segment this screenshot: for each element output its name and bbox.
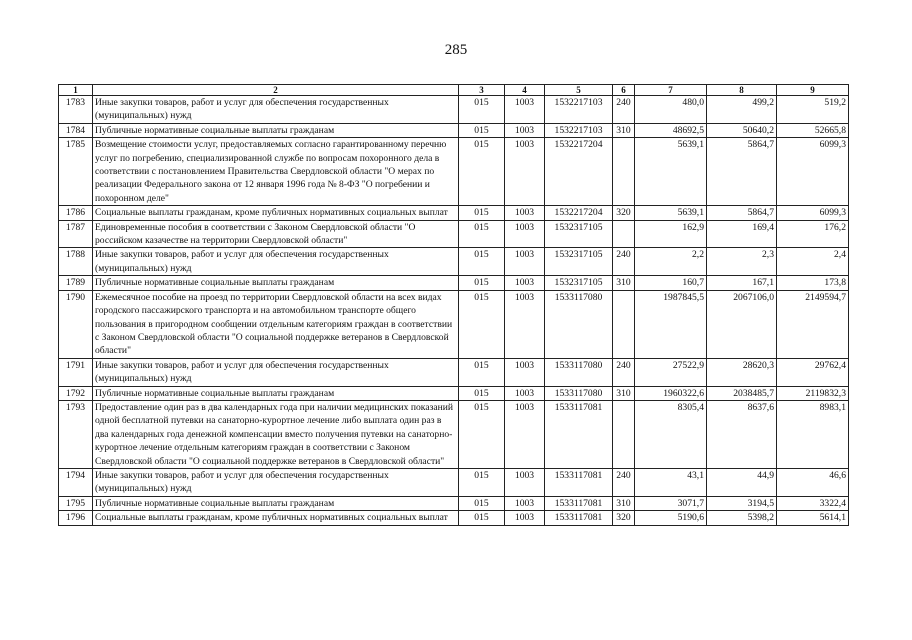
ministry-code-cell: 015 [459,511,505,525]
table-row [59,511,849,525]
description-cell: Публичные нормативные социальные выплаты гражданам [93,276,459,290]
expense-type-cell [613,290,635,358]
amount-cell: 169,4 [707,220,777,248]
description-cell: Социальные выплаты гражданам, кроме публичных нормативных социальных выплат [93,206,459,220]
table-row [59,248,849,276]
amount-cell: 8305,4 [635,400,707,468]
table-row [59,206,849,220]
description-cell: Публичные нормативные социальные выплаты гражданам [93,386,459,400]
description-cell: Иные закупки товаров, работ и услуг для обеспечения государственных (муниципальных) нужд [93,468,459,496]
section-code-cell: 1003 [505,276,545,290]
target-article-cell: 1533117080 [545,358,613,386]
target-article-cell: 1532317105 [545,248,613,276]
amount-cell: 499,2 [707,96,777,124]
amount-cell: 2067106,0 [707,290,777,358]
row-number-cell: 1794 [59,468,93,496]
amount-cell: 5864,7 [707,206,777,220]
table-row [59,290,849,358]
ministry-code-cell: 015 [459,496,505,510]
description-cell: Предоставление один раз в два календарных года при наличии медицинских показаний одной бесплатной путевки на санаторно-курортное лечение либо выплата один раз в два календарных года денежной компенсации вместо получения путевки на санаторно-курортное лечение отдельным категориям граждан в соответствии с Законом Свердловской области "О социальной поддержке ветеранов в Свердловской области" [93,400,459,468]
amount-cell: 176,2 [777,220,849,248]
ministry-code-cell: 015 [459,358,505,386]
ministry-code-cell: 015 [459,276,505,290]
amount-cell: 2119832,3 [777,386,849,400]
description-cell: Возмещение стоимости услуг, предоставляемых согласно гарантированному перечню услуг по погребению, специализированной службе по вопросам похоронного дела в соответствии с постановлением Правительства Свердловской области "О мерах по реализации Федерального закона от 12 января 1996 года № 8-ФЗ "О погребении и похоронном деле" [93,138,459,206]
ministry-code-cell: 015 [459,206,505,220]
section-code-cell: 1003 [505,248,545,276]
section-code-cell: 1003 [505,123,545,137]
amount-cell: 5639,1 [635,206,707,220]
expense-type-cell: 310 [613,496,635,510]
amount-cell: 167,1 [707,276,777,290]
expense-type-cell: 320 [613,511,635,525]
amount-cell: 28620,3 [707,358,777,386]
section-code-cell: 1003 [505,400,545,468]
amount-cell: 8983,1 [777,400,849,468]
expense-type-cell [613,400,635,468]
expense-type-cell: 310 [613,123,635,137]
amount-cell: 50640,2 [707,123,777,137]
description-cell: Иные закупки товаров, работ и услуг для обеспечения государственных (муниципальных) нужд [93,358,459,386]
amount-cell: 162,9 [635,220,707,248]
amount-cell: 519,2 [777,96,849,124]
amount-cell: 43,1 [635,468,707,496]
ministry-code-cell: 015 [459,290,505,358]
column-header: 9 [777,85,849,96]
row-number-cell: 1784 [59,123,93,137]
row-number-cell: 1796 [59,511,93,525]
target-article-cell: 1533117081 [545,511,613,525]
ministry-code-cell: 015 [459,400,505,468]
section-code-cell: 1003 [505,496,545,510]
table-row [59,96,849,124]
expense-type-cell [613,220,635,248]
ministry-code-cell: 015 [459,96,505,124]
expense-type-cell: 240 [613,248,635,276]
amount-cell: 1960322,6 [635,386,707,400]
ministry-code-cell: 015 [459,248,505,276]
description-cell: Социальные выплаты гражданам, кроме публичных нормативных социальных выплат [93,511,459,525]
ministry-code-cell: 015 [459,123,505,137]
description-cell: Иные закупки товаров, работ и услуг для обеспечения государственных (муниципальных) нужд [93,248,459,276]
column-header: 2 [93,85,459,96]
target-article-cell: 1533117081 [545,496,613,510]
amount-cell: 5398,2 [707,511,777,525]
table-row [59,386,849,400]
amount-cell: 8637,6 [707,400,777,468]
amount-cell: 2038485,7 [707,386,777,400]
column-header: 5 [545,85,613,96]
expense-type-cell: 240 [613,468,635,496]
table-row [59,496,849,510]
column-header: 6 [613,85,635,96]
target-article-cell: 1532217204 [545,138,613,206]
amount-cell: 5190,6 [635,511,707,525]
expense-type-cell: 310 [613,276,635,290]
column-header: 4 [505,85,545,96]
amount-cell: 46,6 [777,468,849,496]
row-number-cell: 1790 [59,290,93,358]
ministry-code-cell: 015 [459,138,505,206]
row-number-cell: 1783 [59,96,93,124]
amount-cell: 2,4 [777,248,849,276]
description-cell: Иные закупки товаров, работ и услуг для обеспечения государственных (муниципальных) нужд [93,96,459,124]
section-code-cell: 1003 [505,138,545,206]
table-row [59,123,849,137]
amount-cell: 173,8 [777,276,849,290]
row-number-cell: 1792 [59,386,93,400]
budget-table [58,84,849,526]
section-code-cell: 1003 [505,220,545,248]
description-cell: Ежемесячное пособие на проезд по территории Свердловской области на всех видах городского пассажирского транспорта и на автомобильном транспорте общего пользования в пригородном сообщении отдельным категориям граждан в соответствии с Законом Свердловской области "О социальной поддержке ветеранов в Свердловской области" [93,290,459,358]
table-row [59,400,849,468]
amount-cell: 1987845,5 [635,290,707,358]
amount-cell: 52665,8 [777,123,849,137]
target-article-cell: 1532317105 [545,276,613,290]
target-article-cell: 1533117081 [545,468,613,496]
target-article-cell: 1532217204 [545,206,613,220]
table-row [59,138,849,206]
target-article-cell: 1533117081 [545,400,613,468]
amount-cell: 5639,1 [635,138,707,206]
amount-cell: 2,2 [635,248,707,276]
section-code-cell: 1003 [505,386,545,400]
amount-cell: 6099,3 [777,206,849,220]
amount-cell: 27522,9 [635,358,707,386]
description-cell: Публичные нормативные социальные выплаты гражданам [93,123,459,137]
expense-type-cell: 240 [613,358,635,386]
row-number-cell: 1788 [59,248,93,276]
column-header: 1 [59,85,93,96]
amount-cell: 160,7 [635,276,707,290]
ministry-code-cell: 015 [459,220,505,248]
table-row [59,220,849,248]
column-header: 3 [459,85,505,96]
amount-cell: 48692,5 [635,123,707,137]
amount-cell: 3322,4 [777,496,849,510]
target-article-cell: 1532317105 [545,220,613,248]
table-row [59,468,849,496]
table-row [59,358,849,386]
amount-cell: 2,3 [707,248,777,276]
row-number-cell: 1787 [59,220,93,248]
column-header: 8 [707,85,777,96]
page-number: 285 [444,42,468,58]
table-header-row [59,85,849,96]
amount-cell: 5864,7 [707,138,777,206]
amount-cell: 3194,5 [707,496,777,510]
section-code-cell: 1003 [505,468,545,496]
expense-type-cell: 240 [613,96,635,124]
ministry-code-cell: 015 [459,468,505,496]
amount-cell: 480,0 [635,96,707,124]
table-body [59,96,849,526]
section-code-cell: 1003 [505,96,545,124]
amount-cell: 5614,1 [777,511,849,525]
target-article-cell: 1532217103 [545,123,613,137]
row-number-cell: 1786 [59,206,93,220]
target-article-cell: 1533117080 [545,290,613,358]
target-article-cell: 1533117080 [545,386,613,400]
amount-cell: 3071,7 [635,496,707,510]
description-cell: Публичные нормативные социальные выплаты гражданам [93,496,459,510]
amount-cell: 6099,3 [777,138,849,206]
row-number-cell: 1791 [59,358,93,386]
expense-type-cell: 310 [613,386,635,400]
column-header: 7 [635,85,707,96]
section-code-cell: 1003 [505,206,545,220]
amount-cell: 44,9 [707,468,777,496]
description-cell: Единовременные пособия в соответствии с Законом Свердловской области "О российском казачестве на территории Свердловской области" [93,220,459,248]
row-number-cell: 1793 [59,400,93,468]
table-row [59,276,849,290]
row-number-cell: 1789 [59,276,93,290]
ministry-code-cell: 015 [459,386,505,400]
amount-cell: 29762,4 [777,358,849,386]
section-code-cell: 1003 [505,358,545,386]
row-number-cell: 1795 [59,496,93,510]
row-number-cell: 1785 [59,138,93,206]
expense-type-cell: 320 [613,206,635,220]
target-article-cell: 1532217103 [545,96,613,124]
amount-cell: 2149594,7 [777,290,849,358]
expense-type-cell [613,138,635,206]
section-code-cell: 1003 [505,290,545,358]
section-code-cell: 1003 [505,511,545,525]
